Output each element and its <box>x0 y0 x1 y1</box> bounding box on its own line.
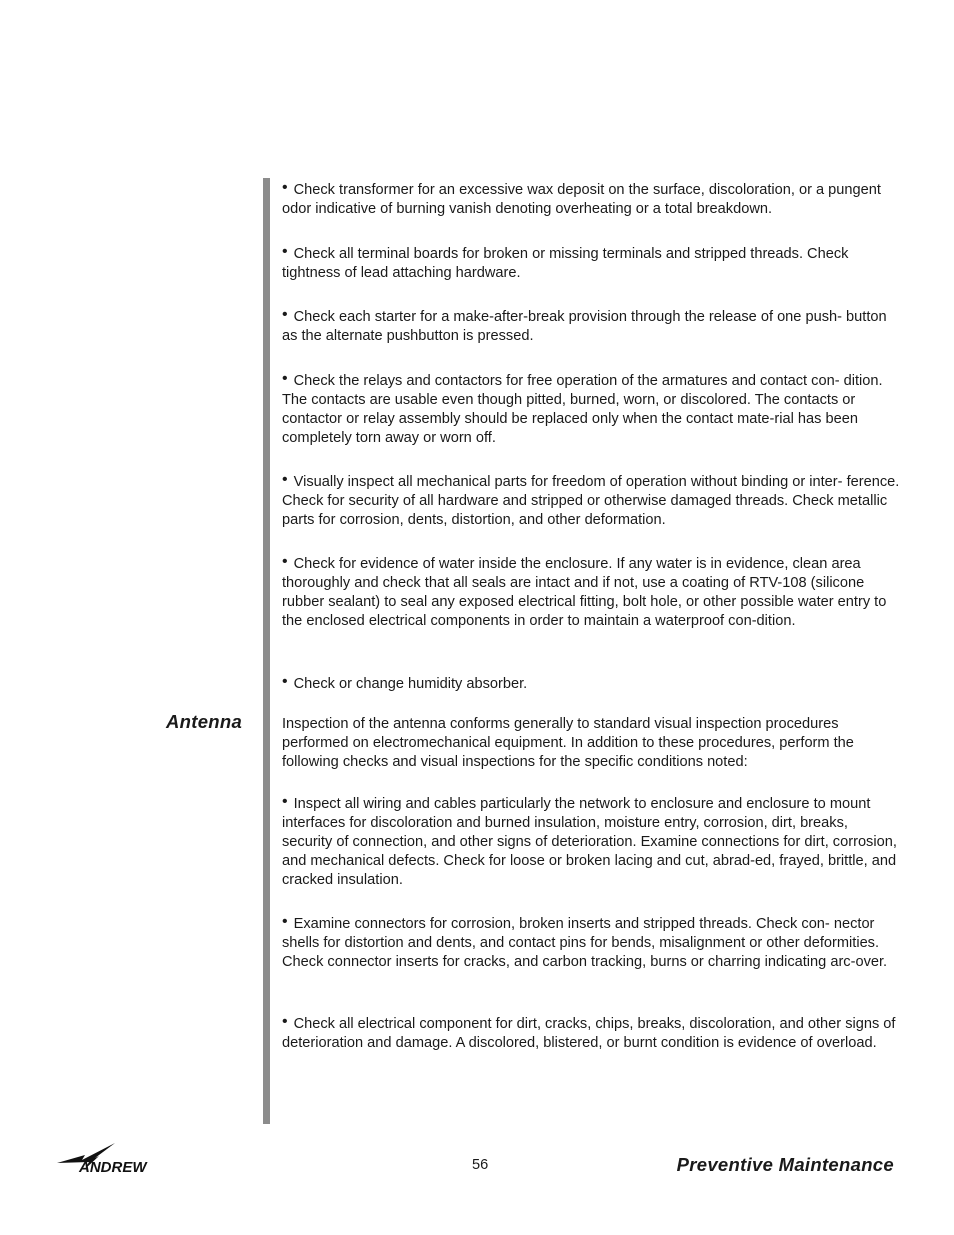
paragraph-transformer: • Check transformer for an excessive wax deposit on the surface, discoloration, or a pungent odor indicative of burning vanish denoting overheating or a total breakdown. <box>282 179 881 217</box>
paragraph-water: • Check for evidence of water inside the enclosure. If any water is in evidence, clean area thoroughly and check that all seals are intact and if not, use a coating of RTV-108 (silicone rubber sealant) to seal any exposed electrical fitting, bolt hole, or other possible water entry to the enclosed electrical components in order to maintain a waterproof con-dition. <box>282 553 887 629</box>
paragraph-relays: • Check the relays and contactors for free operation of the armatures and contact con- dition. The contacts are usable even though pitted, burned, worn, or discolored. The contacts or contactor or relay assembly should be replaced only when the contact mate-rial has been completely torn away or worn off. <box>282 370 883 446</box>
paragraph-wiring: • Inspect all wiring and cables particularly the network to enclosure and enclosure to mount interfaces for discoloration and burned insulation, moisture entry, corrosion, dirt, breaks, security of connection, and other signs of deterioration. Examine connections for dirt, corrosion, and mechanical defects. Check for loose or broken lacing and cut, abrad-ed, frayed, brittle, and cracked insulation. <box>282 793 897 888</box>
paragraph-antenna-intro: Inspection of the antenna conforms generally to standard visual inspection procedures performed on electromechanical equipment. In addition to these procedures, perform the following checks and visual inspections for the specific conditions noted: <box>282 716 854 770</box>
paragraph-terminal-boards: • Check all terminal boards for broken or missing terminals and stripped threads. Check tightness of lead attaching hardware. <box>282 243 849 281</box>
paragraph-mechanical-parts: • Visually inspect all mechanical parts for freedom of operation without binding or inter- ference. Check for security of all hardware and stripped or otherwise damaged threads. Check metallic parts for corrosion, dents, distortion, and other deformation. <box>282 471 900 528</box>
section-heading-antenna: Antenna <box>166 711 243 732</box>
page-number: 56 <box>472 1157 489 1173</box>
paragraph-connectors: • Examine connectors for corrosion, broken inserts and stripped threads. Check con- nector shells for distortion and dents, and contact pins for bends, misalignment or other deformities. Check connector inserts for cracks, and carbon tracking, burns or charring indicating arc-over. <box>282 913 888 970</box>
paragraph-electrical-components: • Check all electrical component for dirt, cracks, chips, breaks, discoloration, and other signs of deterioration and damage. A discolored, blistered, or burnt condition is evidence of overload. <box>282 1013 896 1051</box>
andrew-logo <box>55 1141 171 1177</box>
logo-text: ANDREW <box>79 1159 147 1176</box>
paragraph-humidity: • Check or change humidity absorber. <box>282 673 528 692</box>
footer-section-title: Preventive Maintenance <box>676 1154 894 1175</box>
margin-rule <box>263 178 270 1124</box>
paragraph-starter: • Check each starter for a make-after-break provision through the release of one push- button as the alternate pushbutton is pressed. <box>282 306 887 344</box>
